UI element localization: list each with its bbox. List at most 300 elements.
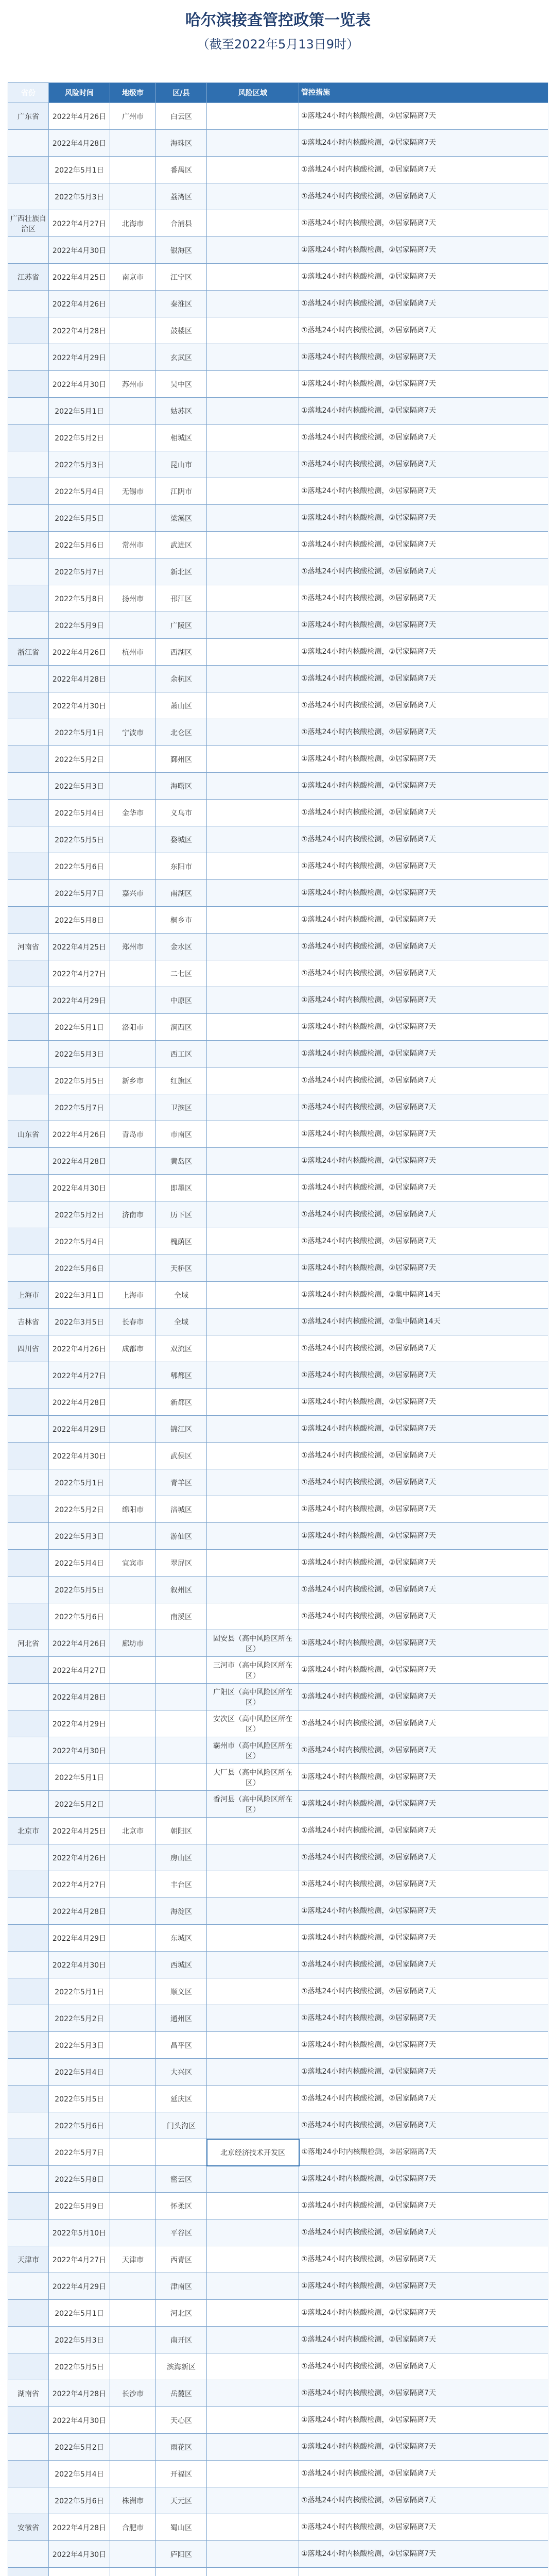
table-cell: ①落地24小时内核酸检测，②居家隔离7天 xyxy=(299,1791,548,1818)
table-cell: ①落地24小时内核酸检测，②居家隔离7天 xyxy=(299,532,548,558)
table-cell: 西青区 xyxy=(156,2246,207,2273)
table-cell: ①落地24小时内核酸检测，②居家隔离7天 xyxy=(299,880,548,907)
table-row xyxy=(8,1469,548,1496)
table-cell: 武进区 xyxy=(156,532,207,558)
table-cell: 三河市（高中风险区所在区） xyxy=(207,1657,299,1684)
table-cell: 合浦县 xyxy=(156,210,207,237)
table-cell: ①落地24小时内核酸检测，②居家隔离7天 xyxy=(299,2353,548,2380)
table-cell: 2022年4月30日 xyxy=(49,371,110,398)
table-cell: ①落地24小时内核酸检测，②居家隔离7天 xyxy=(299,478,548,505)
table-cell xyxy=(8,719,49,746)
table-cell: 上海市 xyxy=(110,1282,156,1309)
table-cell xyxy=(207,2568,299,2576)
table-cell: 滨海新区 xyxy=(156,2353,207,2380)
table-cell xyxy=(110,960,156,987)
table-cell xyxy=(207,264,299,291)
table-cell: ①落地24小时内核酸检测，②居家隔离7天 xyxy=(299,800,548,826)
table-cell xyxy=(110,2112,156,2139)
table-cell: ①落地24小时内核酸检测，②居家隔离7天 xyxy=(299,612,548,639)
table-cell: 武侯区 xyxy=(156,1443,207,1469)
table-cell: 2022年5月7日 xyxy=(49,880,110,907)
table-cell xyxy=(110,1925,156,1952)
table-cell xyxy=(8,987,49,1014)
table-cell: 2022年5月6日 xyxy=(49,532,110,558)
table-cell: 广阳区（高中风险区所在区） xyxy=(207,1684,299,1710)
table-cell xyxy=(8,1550,49,1577)
table-cell: 2022年4月27日 xyxy=(49,1871,110,1898)
table-cell: 怀柔区 xyxy=(156,2193,207,2219)
table-cell xyxy=(110,1737,156,1764)
table-row xyxy=(8,1791,548,1818)
table-cell: 红旗区 xyxy=(156,1067,207,1094)
table-cell xyxy=(156,2139,207,2166)
table-cell xyxy=(207,853,299,880)
table-cell: ①落地24小时内核酸检测，②居家隔离7天 xyxy=(299,1469,548,1496)
table-cell: 2022年5月6日 xyxy=(49,853,110,880)
table-cell xyxy=(110,237,156,264)
table-cell: 2022年5月4日 xyxy=(49,478,110,505)
table-cell xyxy=(110,907,156,934)
table-cell: 北京市 xyxy=(110,1818,156,1844)
table-cell: ①落地24小时内核酸检测，②居家隔离7天 xyxy=(299,934,548,960)
table-cell: ①落地24小时内核酸检测，②居家隔离7天 xyxy=(299,773,548,800)
table-row xyxy=(8,2086,548,2112)
table-cell: 天心区 xyxy=(156,2407,207,2434)
table-cell xyxy=(207,773,299,800)
table-cell: ①落地24小时内核酸检测，②居家隔离7天 xyxy=(299,1603,548,1630)
table-cell xyxy=(8,800,49,826)
table-cell xyxy=(110,2300,156,2327)
table-cell: 南京市 xyxy=(110,264,156,291)
table-cell xyxy=(8,1228,49,1255)
table-cell xyxy=(207,2434,299,2461)
table-cell: 2022年4月28日 xyxy=(49,1389,110,1416)
table-row xyxy=(8,1309,548,1335)
table-cell xyxy=(8,1764,49,1791)
table-cell: 天津市 xyxy=(8,2246,49,2273)
table-cell: 2022年4月27日 xyxy=(49,2246,110,2273)
table-cell: ①落地24小时内核酸检测，②居家隔离7天 xyxy=(299,1335,548,1362)
table-row xyxy=(8,130,548,157)
table-cell xyxy=(207,2059,299,2086)
table-row xyxy=(8,1978,548,2005)
table-cell: ①落地24小时内核酸检测，②居家隔离7天 xyxy=(299,2193,548,2219)
table-cell: ①落地24小时内核酸检测，②居家隔离7天 xyxy=(299,960,548,987)
table-cell xyxy=(8,451,49,478)
table-cell xyxy=(207,1148,299,1175)
table-cell: 2022年5月1日 xyxy=(49,1764,110,1791)
table-cell: 2022年3月1日 xyxy=(49,1282,110,1309)
table-cell xyxy=(8,1657,49,1684)
table-cell: 天津市 xyxy=(110,2246,156,2273)
table-cell: ①落地24小时内核酸检测，②居家隔离7天 xyxy=(299,2112,548,2139)
table-row xyxy=(8,1710,548,1737)
table-cell: ①落地24小时内核酸检测，②居家隔离7天 xyxy=(299,2514,548,2541)
table-cell xyxy=(8,291,49,317)
table-row xyxy=(8,1952,548,1978)
table-row xyxy=(8,264,548,291)
table-cell: 2022年5月2日 xyxy=(49,1496,110,1523)
table-row xyxy=(8,2300,548,2327)
table-cell xyxy=(8,425,49,451)
table-cell: 银海区 xyxy=(156,237,207,264)
table-row xyxy=(8,1443,548,1469)
doc-header xyxy=(0,0,556,82)
table-cell xyxy=(8,666,49,692)
table-cell: 江苏省 xyxy=(8,264,49,291)
table-cell xyxy=(110,1175,156,1201)
table-cell: 2022年5月3日 xyxy=(49,2032,110,2059)
table-cell xyxy=(8,2166,49,2193)
table-row xyxy=(8,1094,548,1121)
table-cell: ①落地24小时内核酸检测，②居家隔离7天 xyxy=(299,1416,548,1443)
table-cell: 扬州市 xyxy=(110,585,156,612)
table-cell: 邗江区 xyxy=(156,585,207,612)
table-cell xyxy=(207,291,299,317)
table-cell: 涪城区 xyxy=(156,1496,207,1523)
table-cell: 相城区 xyxy=(156,425,207,451)
table-cell: ①落地24小时内核酸检测，②居家隔离7天 xyxy=(299,558,548,585)
table-cell: 2022年5月7日 xyxy=(49,2139,110,2166)
table-row xyxy=(8,1898,548,1925)
table-cell xyxy=(110,1255,156,1282)
table-cell: ①落地24小时内核酸检测，②居家隔离7天 xyxy=(299,157,548,183)
table-cell: 2022年4月27日 xyxy=(49,1657,110,1684)
table-cell xyxy=(8,1067,49,1094)
table-cell xyxy=(110,2353,156,2380)
table-cell xyxy=(8,746,49,773)
table-cell: 2022年5月2日 xyxy=(49,2005,110,2032)
table-cell xyxy=(207,585,299,612)
table-cell xyxy=(207,344,299,371)
table-cell xyxy=(110,398,156,425)
table-cell xyxy=(110,1523,156,1550)
table-cell: 2022年4月29日 xyxy=(49,2273,110,2300)
table-cell xyxy=(110,1148,156,1175)
table-cell: 番禺区 xyxy=(156,157,207,183)
table-cell: 2022年5月1日 xyxy=(49,1978,110,2005)
table-cell xyxy=(110,1362,156,1389)
table-cell xyxy=(8,585,49,612)
table-cell xyxy=(110,2219,156,2246)
table-cell: 东阳市 xyxy=(156,853,207,880)
table-cell xyxy=(8,1014,49,1041)
table-cell: 2022年3月5日 xyxy=(49,1309,110,1335)
table-cell xyxy=(8,1443,49,1469)
table-cell xyxy=(110,183,156,210)
table-cell xyxy=(8,1684,49,1710)
table-cell: 2022年5月4日 xyxy=(49,1228,110,1255)
table-cell xyxy=(8,2541,49,2568)
table-cell: 宜宾市 xyxy=(110,1550,156,1577)
table-row xyxy=(8,2112,548,2139)
table-cell: 涧西区 xyxy=(156,1014,207,1041)
table-cell: 金水区 xyxy=(156,934,207,960)
table-cell xyxy=(8,2273,49,2300)
table-cell: 2022年5月9日 xyxy=(49,612,110,639)
table-cell: 西湖区 xyxy=(156,639,207,666)
table-cell xyxy=(110,130,156,157)
table-cell xyxy=(207,1228,299,1255)
table-cell: 2022年5月1日 xyxy=(49,398,110,425)
table-row xyxy=(8,2487,548,2514)
table-cell: 2022年5月1日 xyxy=(49,719,110,746)
table-cell: 金华市 xyxy=(110,800,156,826)
table-cell xyxy=(8,1041,49,1067)
table-row xyxy=(8,317,548,344)
table-cell xyxy=(207,1871,299,1898)
table-cell xyxy=(207,505,299,532)
table-cell: ①落地24小时内核酸检测，②居家隔离7天 xyxy=(299,719,548,746)
table-cell xyxy=(156,2568,207,2576)
table-cell xyxy=(207,1496,299,1523)
table-cell: 2022年5月2日 xyxy=(49,1201,110,1228)
table-cell xyxy=(207,1282,299,1309)
table-cell: ①落地24小时内核酸检测，②居家隔离7天 xyxy=(299,1657,548,1684)
table-row xyxy=(8,505,548,532)
table-cell: 合肥市 xyxy=(110,2514,156,2541)
table-cell: 新都区 xyxy=(156,1389,207,1416)
table-cell: 广陵区 xyxy=(156,612,207,639)
table-cell: 无锡市 xyxy=(110,478,156,505)
table-cell xyxy=(110,2568,156,2576)
table-cell xyxy=(8,2461,49,2487)
table-cell: 平谷区 xyxy=(156,2219,207,2246)
table-cell xyxy=(156,1657,207,1684)
table-cell: 白云区 xyxy=(156,103,207,130)
table-cell xyxy=(207,1389,299,1416)
table-cell: 2022年4月28日 xyxy=(49,1148,110,1175)
table-cell: 顺义区 xyxy=(156,1978,207,2005)
table-cell: 2022年5月5日 xyxy=(49,1577,110,1603)
table-cell: 2022年4月26日 xyxy=(49,103,110,130)
table-cell: 山东省 xyxy=(8,1121,49,1148)
table-cell: ①落地24小时内核酸检测，②居家隔离7天 xyxy=(299,1737,548,1764)
table-cell xyxy=(207,1121,299,1148)
table-row xyxy=(8,800,548,826)
table-cell: ①落地24小时内核酸检测，②居家隔离7天 xyxy=(299,1443,548,1469)
table-cell xyxy=(110,773,156,800)
table-row xyxy=(8,1148,548,1175)
table-cell: 锦江区 xyxy=(156,1416,207,1443)
table-cell: ①落地24小时内核酸检测，②居家隔离7天 xyxy=(299,1523,548,1550)
table-cell xyxy=(207,692,299,719)
table-cell: 二七区 xyxy=(156,960,207,987)
table-cell xyxy=(8,1416,49,1443)
table-cell xyxy=(207,1175,299,1201)
table-cell xyxy=(207,826,299,853)
table-cell xyxy=(8,2407,49,2434)
table-cell xyxy=(207,2086,299,2112)
table-cell: 2022年4月28日 xyxy=(49,317,110,344)
table-row xyxy=(8,1496,548,1523)
table-cell xyxy=(207,371,299,398)
table-cell: ①落地24小时内核酸检测，②居家隔离7天 xyxy=(299,398,548,425)
table-row xyxy=(8,880,548,907)
table-cell: 湖南省 xyxy=(8,2380,49,2407)
table-cell: ①落地24小时内核酸检测，②居家隔离7天 xyxy=(299,2059,548,2086)
table-cell: 2022年5月6日 xyxy=(49,1603,110,1630)
table-row xyxy=(8,558,548,585)
table-row xyxy=(8,1657,548,1684)
table-cell xyxy=(207,639,299,666)
table-cell xyxy=(110,853,156,880)
table-row xyxy=(8,1335,548,1362)
table-cell: 2022年4月30日 xyxy=(49,2541,110,2568)
table-cell: 河北区 xyxy=(156,2300,207,2327)
table-cell: 2022年4月28日 xyxy=(49,2380,110,2407)
table-cell: ①落地24小时内核酸检测，②居家隔离7天 xyxy=(299,826,548,853)
table-cell xyxy=(110,1898,156,1925)
table-row xyxy=(8,1175,548,1201)
table-cell: 苏州市 xyxy=(110,371,156,398)
table-cell: 杭州市 xyxy=(110,639,156,666)
table-cell: ①落地24小时内核酸检测，②集中隔离14天 xyxy=(299,1309,548,1335)
table-row xyxy=(8,2193,548,2219)
table-cell: 卫滨区 xyxy=(156,1094,207,1121)
table-cell: 2022年4月25日 xyxy=(49,1818,110,1844)
table-cell xyxy=(110,692,156,719)
table-cell xyxy=(8,1362,49,1389)
table-row xyxy=(8,2219,548,2246)
table-cell xyxy=(8,2193,49,2219)
table-row xyxy=(8,1818,548,1844)
table-cell xyxy=(207,210,299,237)
table-cell xyxy=(8,237,49,264)
table-cell: 2022年4月26日 xyxy=(49,1335,110,1362)
table-cell: 2022年5月8日 xyxy=(49,2166,110,2193)
table-cell: 海淀区 xyxy=(156,1898,207,1925)
table-cell: 安徽省 xyxy=(8,2514,49,2541)
table-cell: 翠屏区 xyxy=(156,1550,207,1577)
table-cell: ①落地24小时内核酸检测，②居家隔离7天 xyxy=(299,2380,548,2407)
table-cell xyxy=(8,317,49,344)
table-cell: 2022年4月30日 xyxy=(49,692,110,719)
table-cell xyxy=(207,880,299,907)
table-cell: 绵阳市 xyxy=(110,1496,156,1523)
table-cell: 安次区（高中风险区所在区） xyxy=(207,1710,299,1737)
table-cell: 南溪区 xyxy=(156,1603,207,1630)
table-cell xyxy=(207,1041,299,1067)
table-cell xyxy=(110,317,156,344)
table-cell: ①落地24小时内核酸检测，②居家隔离7天 xyxy=(299,1978,548,2005)
table-cell xyxy=(110,826,156,853)
table-cell xyxy=(207,2514,299,2541)
table-cell xyxy=(207,2166,299,2193)
table-cell xyxy=(207,907,299,934)
table-cell xyxy=(8,2032,49,2059)
table-cell: 荔湾区 xyxy=(156,183,207,210)
table-cell xyxy=(207,1469,299,1496)
table-cell xyxy=(207,746,299,773)
table-cell: 江宁区 xyxy=(156,264,207,291)
table-cell: ①落地24小时内核酸检测，②居家隔离7天 xyxy=(299,2086,548,2112)
table-cell: ①落地24小时内核酸检测，②居家隔离7天 xyxy=(299,451,548,478)
table-cell: ①落地24小时内核酸检测，②居家隔离7天 xyxy=(299,2032,548,2059)
table-row xyxy=(8,853,548,880)
table-cell: ①落地24小时内核酸检测，②居家隔离7天 xyxy=(299,1228,548,1255)
table-cell: 2022年5月7日 xyxy=(49,558,110,585)
table-cell: 河北省 xyxy=(8,1630,49,1657)
table-cell xyxy=(8,398,49,425)
table-cell: 余杭区 xyxy=(156,666,207,692)
table-cell xyxy=(8,1603,49,1630)
table-cell: 2022年4月26日 xyxy=(49,291,110,317)
table-cell xyxy=(207,2487,299,2514)
table-cell xyxy=(207,1067,299,1094)
table-cell: ①落地24小时内核酸检测，②居家隔离7天 xyxy=(299,2219,548,2246)
table-cell: ①落地24小时内核酸检测，②居家隔离7天 xyxy=(299,2487,548,2514)
table-cell xyxy=(207,451,299,478)
table-cell xyxy=(110,558,156,585)
table-cell xyxy=(8,1925,49,1952)
table-cell: 长春市 xyxy=(110,1309,156,1335)
table-cell: 浙江省 xyxy=(8,639,49,666)
table-cell xyxy=(110,1684,156,1710)
table-cell: 全域 xyxy=(156,1309,207,1335)
table-cell: 即墨区 xyxy=(156,1175,207,1201)
table-cell xyxy=(8,1737,49,1764)
table-cell: ①落地24小时内核酸检测，②居家隔离7天 xyxy=(299,1201,548,1228)
table-cell: ①落地24小时内核酸检测，②居家隔离7天 xyxy=(299,1148,548,1175)
table-cell: ①落地24小时内核酸检测，②居家隔离7天 xyxy=(299,1041,548,1067)
table-cell: 2022年4月29日 xyxy=(49,344,110,371)
table-cell: 义乌市 xyxy=(156,800,207,826)
table-cell xyxy=(8,773,49,800)
table-cell: 2022年4月27日 xyxy=(49,210,110,237)
table-cell xyxy=(110,987,156,1014)
table-cell xyxy=(207,183,299,210)
table-row xyxy=(8,1737,548,1764)
table-row xyxy=(8,907,548,934)
table-cell xyxy=(207,558,299,585)
table-cell: ①落地24小时内核酸检测，②居家隔离7天 xyxy=(299,317,548,344)
table-cell: 2022年4月28日 xyxy=(49,130,110,157)
table-cell xyxy=(110,291,156,317)
table-cell: 西城区 xyxy=(156,1952,207,1978)
table-cell: 全域 xyxy=(156,1282,207,1309)
table-cell: 北海市 xyxy=(110,210,156,237)
table-cell: ①落地24小时内核酸检测，②居家隔离7天 xyxy=(299,1121,548,1148)
table-cell: ①落地24小时内核酸检测，②居家隔离7天 xyxy=(299,1630,548,1657)
table-cell: ①落地24小时内核酸检测，②居家隔离7天 xyxy=(299,264,548,291)
table-cell xyxy=(207,934,299,960)
table-cell xyxy=(8,826,49,853)
table-row xyxy=(8,2541,548,2568)
table-cell: ①落地24小时内核酸检测，②集中隔离14天 xyxy=(299,1282,548,1309)
table-cell: 叙州区 xyxy=(156,1577,207,1603)
table-cell xyxy=(8,1791,49,1818)
table-row xyxy=(8,157,548,183)
table-cell xyxy=(207,1309,299,1335)
table-row xyxy=(8,960,548,987)
table-cell: 2022年4月25日 xyxy=(49,264,110,291)
table-cell xyxy=(156,1791,207,1818)
table-cell xyxy=(207,2005,299,2032)
table-cell: 庐阳区 xyxy=(156,2541,207,2568)
table-cell xyxy=(8,1952,49,1978)
table-cell xyxy=(8,183,49,210)
table-row xyxy=(8,1014,548,1041)
table-cell: 河南省 xyxy=(8,934,49,960)
table-cell xyxy=(8,2112,49,2139)
table-cell: ①落地24小时内核酸检测，②居家隔离7天 xyxy=(299,666,548,692)
table-cell xyxy=(207,2112,299,2139)
table-cell: 广州市 xyxy=(110,103,156,130)
table-cell xyxy=(299,2568,548,2576)
table-cell: 嘉兴市 xyxy=(110,880,156,907)
table-cell: ①落地24小时内核酸检测，②居家隔离7天 xyxy=(299,1952,548,1978)
